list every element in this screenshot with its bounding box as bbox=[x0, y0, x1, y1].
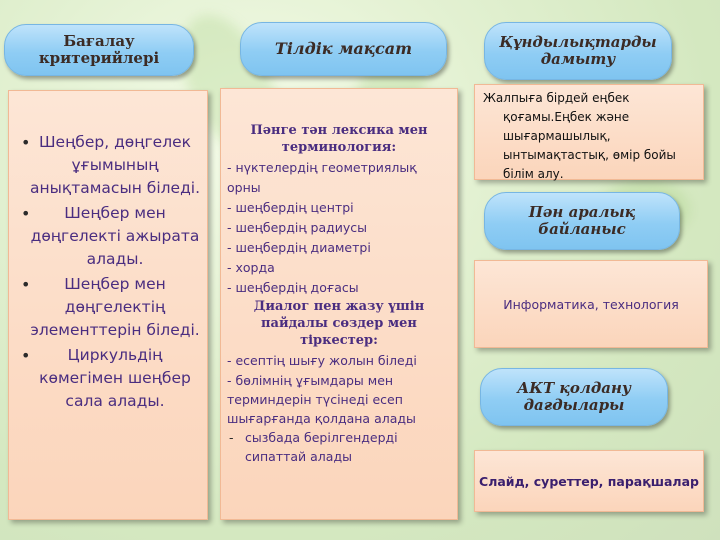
language-goal-pill-label: Тілдік мақсат bbox=[274, 38, 413, 58]
cross-subject-text: Информатика, технология bbox=[503, 296, 679, 312]
terminology-heading: Пәнге тән лексика мен терминология: bbox=[250, 123, 428, 155]
cross-subject-pill-label: Пән аралық байланыс bbox=[528, 202, 636, 238]
ict-text: Слайд, суреттер, парақшалар bbox=[479, 473, 699, 489]
values-text: Жалпыға бірдей еңбек қоғамы.Еңбек және шығармашылық, ынтымақтастық, өмір бойы білім алу. bbox=[483, 91, 676, 181]
criteria-box bbox=[8, 90, 208, 520]
term-item: - нүктелердің геометриялық орны bbox=[227, 160, 417, 195]
bullet-icon: • bbox=[21, 204, 31, 223]
values-pill-label: Құндылықтарды дамыту bbox=[499, 32, 657, 68]
bullet-icon: • bbox=[21, 346, 31, 365]
values-box bbox=[474, 84, 704, 180]
phrase-item: - есептің шығу жолын біледі bbox=[227, 353, 417, 368]
phrase-item: - сызбада берілгендерді сипаттай алады bbox=[229, 430, 398, 464]
dash-marker: - bbox=[229, 430, 234, 445]
criteria-item: • Циркульдің көмегімен шеңбер сала алады. bbox=[21, 346, 191, 410]
ict-pill bbox=[480, 368, 668, 426]
criteria-pill bbox=[4, 24, 194, 76]
ict-pill-label: АКТ қолдану дағдылары bbox=[517, 378, 631, 414]
phrases-list bbox=[227, 351, 451, 466]
cross-subject-box bbox=[474, 260, 708, 348]
values-pill bbox=[484, 22, 672, 80]
criteria-pill-label: Бағалау критерийлері bbox=[38, 31, 160, 67]
term-item: - шеңбердің диаметрі bbox=[227, 240, 371, 255]
bullet-icon: • bbox=[21, 275, 31, 294]
criteria-item: • Шеңбер, дөңгелек ұғымының анықтамасын біледі. bbox=[21, 133, 201, 197]
language-goal-pill bbox=[240, 22, 447, 76]
cross-subject-pill bbox=[484, 192, 680, 250]
term-item: - хорда bbox=[227, 260, 275, 275]
term-item: - шеңбердің доғасы bbox=[227, 280, 359, 295]
term-item: - шеңбердің радиусы bbox=[227, 220, 368, 235]
ict-box bbox=[474, 450, 704, 512]
phrases-heading: Диалог пен жазу үшін пайдалы сөздер мен тіркестер: bbox=[253, 299, 425, 348]
phrase-item: - бөлімнің ұғымдары мен терминдерін түсінеді есеп шығарғанда қолдана алады bbox=[227, 373, 416, 426]
criteria-item: • Шеңбер мен дөңгелекті ажырата алады. bbox=[21, 204, 200, 268]
criteria-item: • Шеңбер мен дөңгелектің элементтерін біледі. bbox=[21, 275, 200, 339]
language-goal-box bbox=[220, 88, 458, 520]
terminology-list bbox=[227, 158, 451, 298]
criteria-list bbox=[9, 131, 207, 413]
term-item: - шеңбердің центрі bbox=[227, 200, 354, 215]
bullet-icon: • bbox=[21, 133, 31, 152]
